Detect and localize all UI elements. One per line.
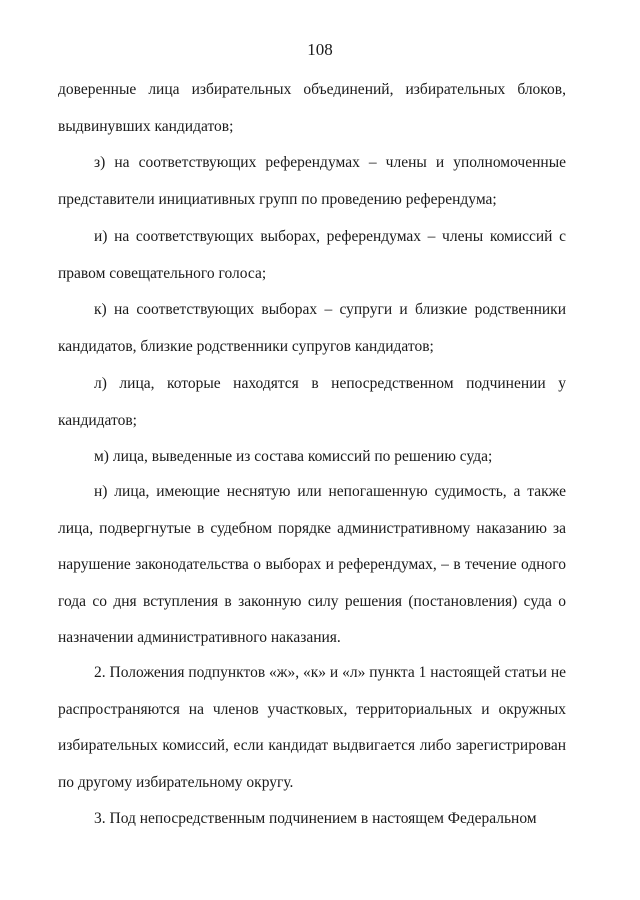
paragraph-item-n: н) лица, имеющие неснятую или непогашенную судимость, а также лица, подвергнутые в судебном порядке административному наказанию за нарушение законодательства о выборах и референдумах, – в течение одного года со дня вступления в законную силу решения (постановления) суда о назначении административного наказания. [58, 483, 566, 646]
paragraph-item-m: м) лица, выведенные из состава комиссий по решению суда; [94, 448, 493, 465]
paragraph-point-3: 3. Под непосредственным подчинением в настоящем Федеральном [94, 810, 537, 827]
page-number: 108 [307, 40, 333, 59]
paragraph-point-2: 2. Положения подпунктов «ж», «к» и «л» пункта 1 настоящей статьи не распространяются на членов участковых, территориальных и окружных избирательных комиссий, если кандидат выдвигается либо зарегистрирован по другому избирательному округу. [58, 664, 566, 791]
paragraph-trusted-persons: доверенные лица избирательных объединений, избирательных блоков, выдвинувших кандидатов; [58, 81, 566, 135]
paragraph-item-z: з) на соответствующих референдумах – члены и уполномоченные представители инициативных групп по проведению референдума; [58, 154, 566, 208]
paragraph-item-l: л) лица, которые находятся в непосредственном подчинении у кандидатов; [58, 375, 566, 429]
paragraph-item-k: к) на соответствующих выборах – супруги и близкие родственники кандидатов, близкие родственники супругов кандидатов; [58, 301, 566, 355]
paragraph-item-i: и) на соответствующих выборах, референдумах – члены комиссий с правом совещательного голоса; [58, 228, 566, 282]
